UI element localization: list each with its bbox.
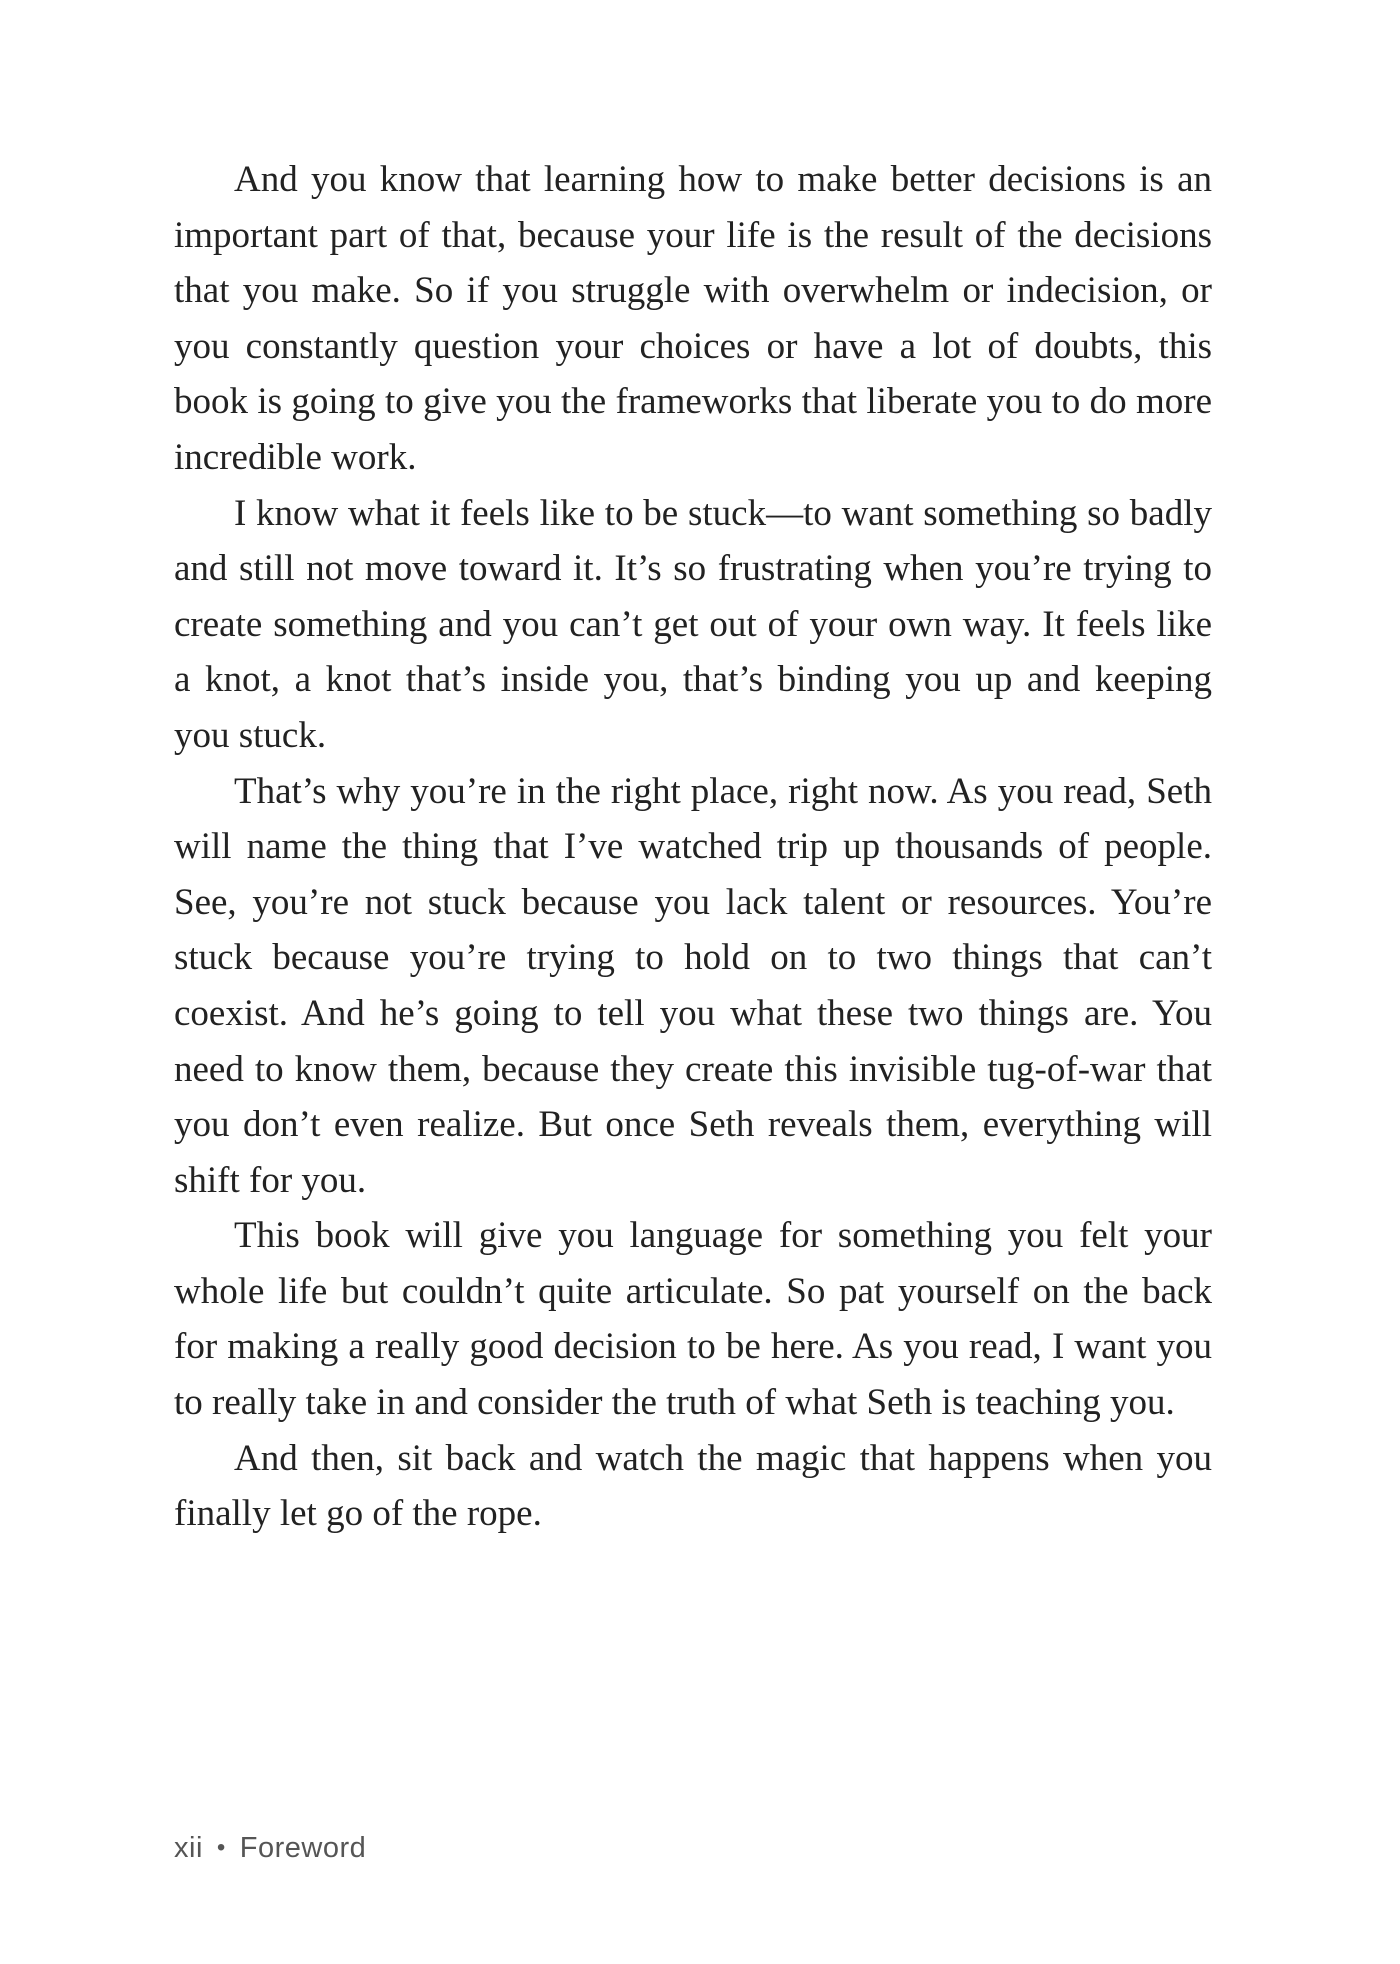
section-title: Foreword xyxy=(239,1832,367,1864)
paragraph: This book will give you language for something you felt your whole life but couldn’t quite articulate. So pat yourself on the back for making a really good decision to be here. As you read, I want you to really take in and consider the truth of what Seth is teaching you. xyxy=(174,1215,1212,1424)
paragraph: And then, sit back and watch the magic that happens when you finally let go of the rope. xyxy=(174,1437,1212,1535)
paragraph: And you know that learning how to make better decisions is an important part of that, because your life is the result of the decisions that you make. So if you struggle with overwhelm or indecision, or you constantly question your choices or have a lot of doubts, this book is going to give you the frameworks that liberate you to do more incredible work. xyxy=(174,159,1212,478)
bullet-separator: • xyxy=(216,1834,226,1861)
page-number: xii xyxy=(174,1832,203,1864)
paragraph: I know what it feels like to be stuck—to want something so badly and still not move toward it. It’s so frustrating when you’re trying to create something and you can’t get out of your own way. It feels like a knot, a knot that’s inside you, that’s binding you up and keeping you stuck. xyxy=(174,492,1212,756)
paragraph: That’s why you’re in the right place, right now. As you read, Seth will name the thing that I’ve watched trip up thousands of people. See, you’re not stuck because you lack talent or resources. You’re stuck because you’re trying to hold on to two things that can’t coexist. And he’s going to tell you what these two things are. You need to know them, because they create this invisible tug-of-war that you don’t even realize. But once Seth reveals them, everything will shift for you. xyxy=(174,770,1212,1201)
page-footer xyxy=(174,1832,366,1865)
body-text xyxy=(174,152,1212,1542)
